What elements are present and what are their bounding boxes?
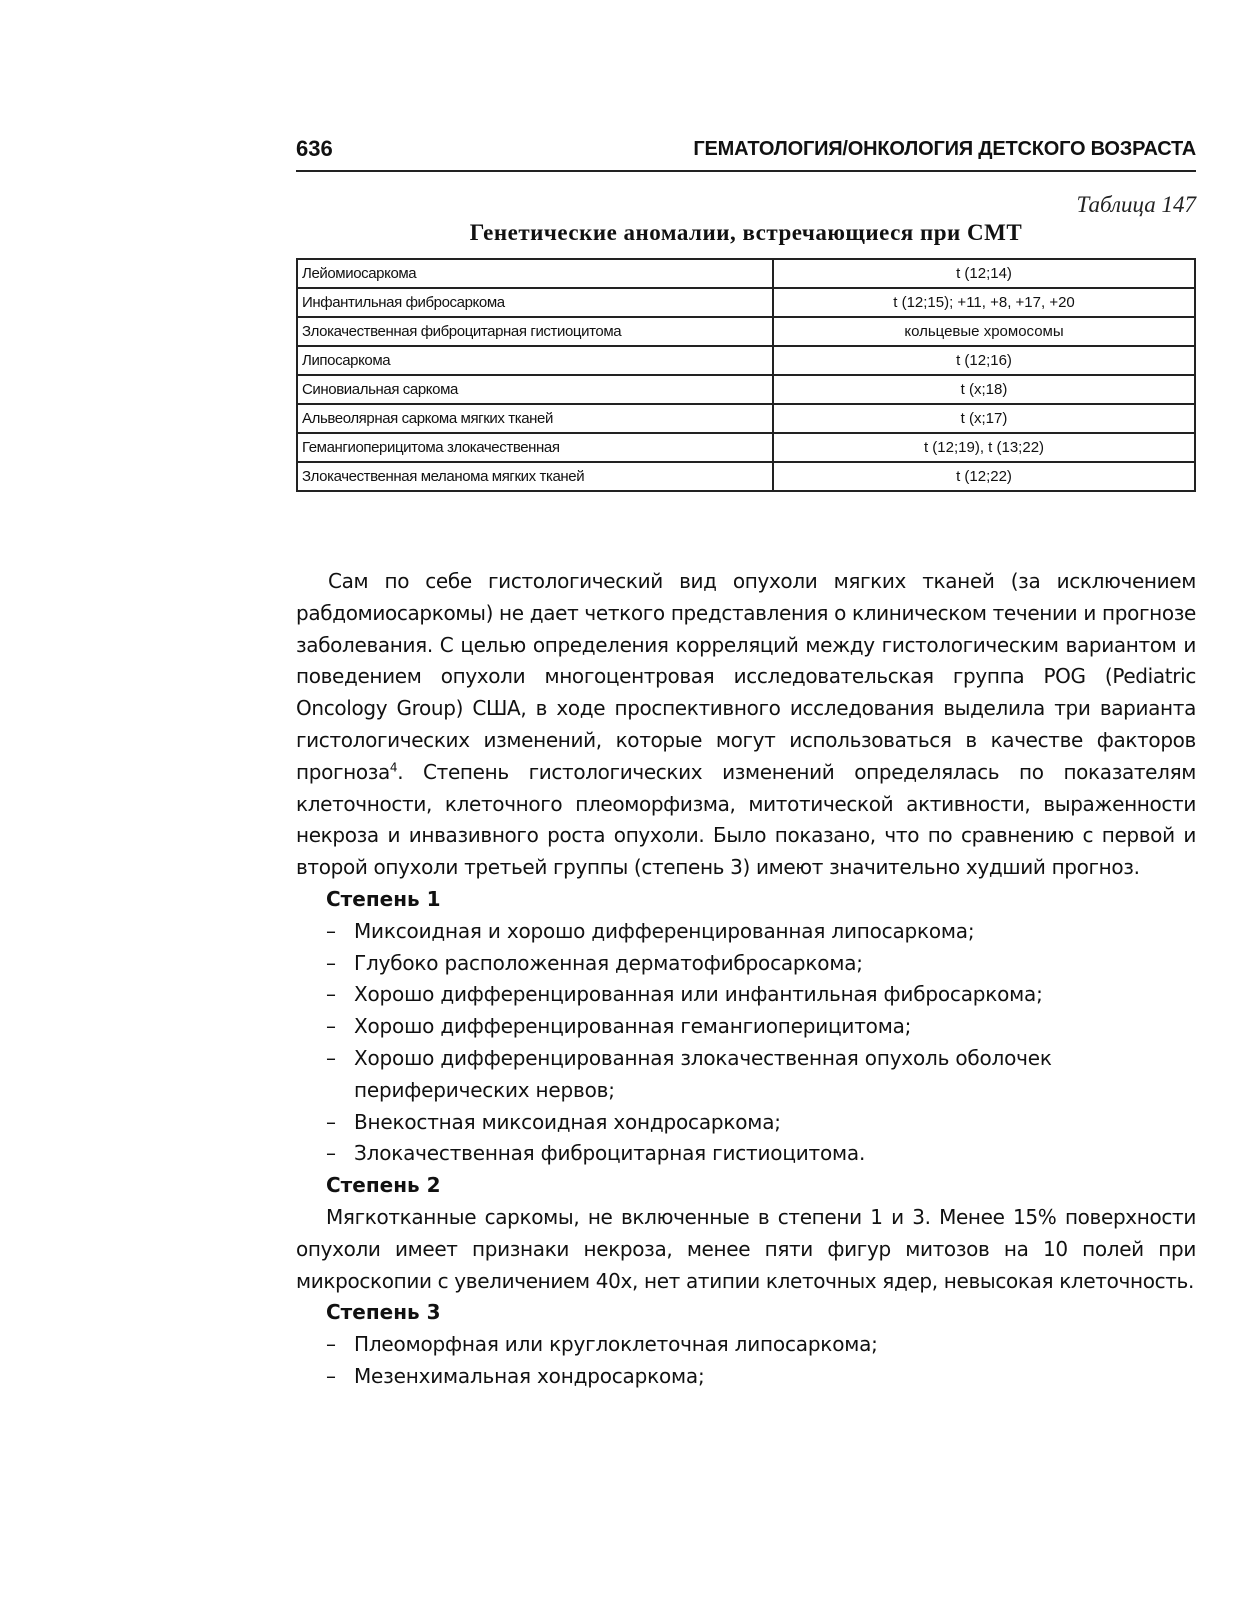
grade-3-list <box>296 1329 1196 1393</box>
anomaly-cell: t (12;15); +11, +8, +17, +20 <box>773 288 1195 317</box>
list-item: – Миксоидная и хорошо дифференцированная липосаркома; <box>296 916 1196 948</box>
tumor-name-cell: Альвеолярная саркома мягких тканей <box>297 404 773 433</box>
table-row <box>297 259 1195 288</box>
grade-2-paragraph: Мягкотканные саркомы, не включенные в степени 1 и 3. Менее 15% поверхности опухоли имеет признаки некроза, менее пяти фигур митозов на 10 полей при микроскопии с увеличением 40х, нет атипии клеточных ядер, невысокая клеточность. <box>296 1204 1196 1293</box>
list-item: – Хорошо дифференцированная гемангиоперицитома; <box>296 1011 1196 1043</box>
running-title: ГЕМАТОЛОГИЯ/ОНКОЛОГИЯ ДЕТСКОГО ВОЗРАСТА <box>693 138 1196 160</box>
anomaly-cell: t (x;17) <box>773 404 1195 433</box>
list-item: – Хорошо дифференцированная злокачественная опухоль оболочек периферических нервов; <box>296 1043 1196 1107</box>
intro-text-tail: . Степень гистологических изменений определялась по показателям клеточности, клеточного плеоморфизма, митотической активности, выраженности некроза и инвазивного роста опухоли. Было показано, что по сравнению с первой и второй опухоли третьей группы (степень 3) имеют значительно худший прогноз. <box>296 759 1196 880</box>
reference-superscript: 4 <box>389 760 398 775</box>
grade-1-heading: Степень 1 <box>326 886 441 911</box>
table-row <box>297 346 1195 375</box>
table-row <box>297 375 1195 404</box>
grade-1-list <box>296 916 1196 1170</box>
anomaly-cell: t (12;16) <box>773 346 1195 375</box>
table-row <box>297 433 1195 462</box>
table-title: Генетические аномалии, встречающиеся при СМТ <box>469 220 1023 245</box>
intro-text: Сам по себе гистологический вид опухоли мягких тканей (за исключением рабдомиосаркомы) не дает четкого представления о клиническом течении и прогнозе заболевания. С целью определения корреляций между гистологическим вариантом и поведением опухоли многоцентровая исследовательская группа POG (Pediatric Oncology Group) США, в ходе проспективного исследования выделила три варианта гистологических изменений, которые могут использоваться в качестве факторов прогноза <box>296 569 1196 784</box>
anomaly-cell: t (12;14) <box>773 259 1195 288</box>
table-number-label: Таблица 147 <box>1076 192 1196 217</box>
grade-2-heading: Степень 2 <box>326 1173 441 1198</box>
tumor-name-cell: Синовиальная саркома <box>297 375 773 404</box>
table-row <box>297 404 1195 433</box>
table-row <box>297 462 1195 491</box>
list-item: – Мезенхимальная хондросаркома; <box>296 1361 1196 1393</box>
page-number: 636 <box>296 136 333 161</box>
anomaly-cell: t (x;18) <box>773 375 1195 404</box>
list-item: – Злокачественная фиброцитарная гистиоцитома. <box>296 1138 1196 1170</box>
running-head <box>296 132 1196 172</box>
list-item: – Внекостная миксоидная хондросаркома; <box>296 1107 1196 1139</box>
table-row <box>297 288 1195 317</box>
anomaly-cell: t (12;19), t (13;22) <box>773 433 1195 462</box>
table-row <box>297 317 1195 346</box>
genetic-anomalies-table <box>296 258 1196 492</box>
grade-3-heading: Степень 3 <box>326 1300 441 1325</box>
tumor-name-cell: Инфантильная фибросаркома <box>297 288 773 317</box>
tumor-name-cell: Гемангиоперицитома злокачественная <box>297 433 773 462</box>
main-text <box>296 566 1196 1393</box>
anomaly-cell: кольцевые хромосомы <box>773 317 1195 346</box>
tumor-name-cell: Злокачественная меланома мягких тканей <box>297 462 773 491</box>
list-item: – Хорошо дифференцированная или инфантильная фибросаркома; <box>296 979 1196 1011</box>
tumor-name-cell: Злокачественная фиброцитарная гистиоцитома <box>297 317 773 346</box>
anomaly-cell: t (12;22) <box>773 462 1195 491</box>
tumor-name-cell: Лейомиосаркома <box>297 259 773 288</box>
tumor-name-cell: Липосаркома <box>297 346 773 375</box>
list-item: – Плеоморфная или круглоклеточная липосаркома; <box>296 1329 1196 1361</box>
list-item: – Глубоко расположенная дерматофибросаркома; <box>296 948 1196 980</box>
intro-paragraph <box>296 566 1196 884</box>
